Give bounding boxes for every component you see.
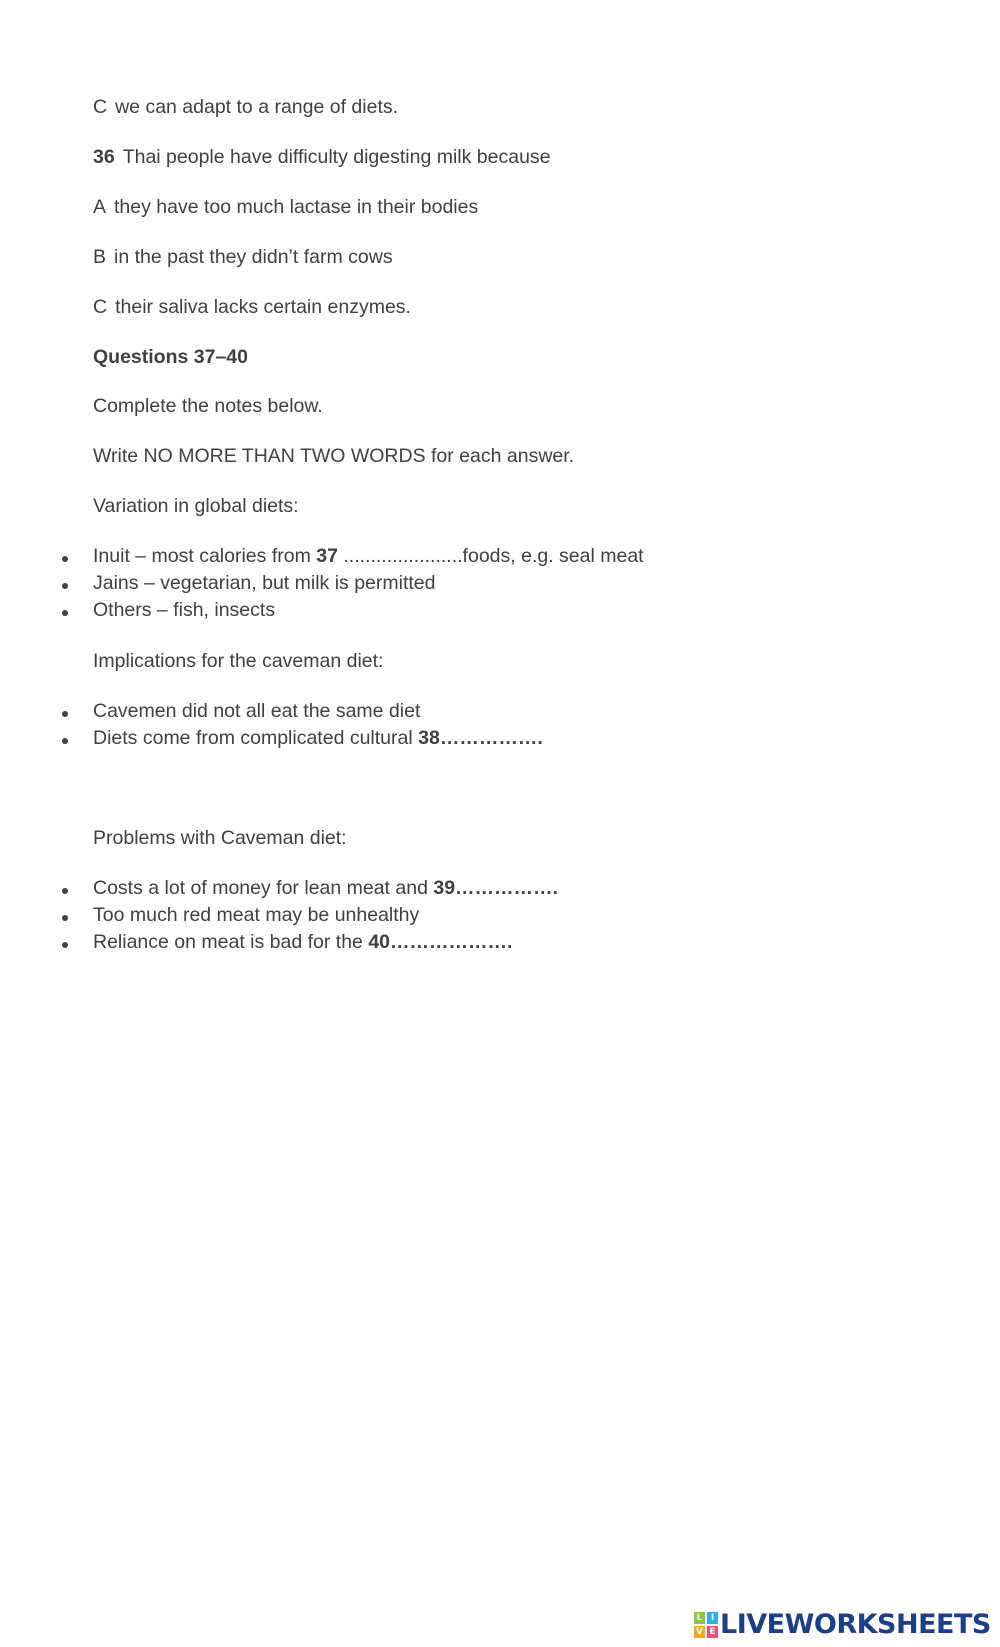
bullet [62,711,68,717]
note-text: Diets come from complicated cultural [93,727,419,749]
note-text: Inuit – most calories from [93,545,317,567]
logo-wordmark: LIVEWORKSHEETS [720,1609,991,1640]
question-text: Thai people have difficulty digesting milk because [122,146,551,168]
option-letter: C [93,96,108,118]
note-item-jains: Jains – vegetarian, but milk is permitted [93,572,436,594]
note-text: Reliance on meat is bad for the [93,931,369,953]
bullet [62,556,68,562]
bullet [62,610,68,616]
logo-block: E [707,1626,718,1638]
logo-block: L [694,1612,705,1624]
gap-number-40: 40………………. [368,931,513,953]
instruction-complete: Complete the notes below. [93,395,323,417]
q36-stem [93,145,551,169]
option-text: their saliva lacks certain enzymes. [115,296,411,318]
gap-number-39: 39……………. [433,877,558,899]
note-text-after-gap: ......................foods, e.g. seal meat [337,545,644,567]
logo-block: I [707,1612,718,1624]
gap-number-38: 38……………. [418,727,543,749]
option-text: we can adapt to a range of diets. [115,96,399,118]
note-item-cavemen: Cavemen did not all eat the same diet [93,700,421,722]
note-item-others: Others – fish, insects [93,599,276,621]
option-text: they have too much lactase in their bodies [114,196,479,218]
q35-option-c [93,95,398,119]
option-letter: C [93,296,108,318]
q36-option-c [93,295,411,319]
bullet [62,888,68,894]
global-diets-heading: Variation in global diets: [93,495,299,517]
note-item-inuit [93,544,644,568]
note-text: Costs a lot of money for lean meat and [93,877,434,899]
q36-option-a [93,195,478,219]
bullet [62,583,68,589]
option-text: in the past they didn’t farm cows [114,246,393,268]
logo-icon [694,1612,718,1638]
note-item-reliance [93,930,512,954]
option-letter: B [93,246,107,268]
q36-option-b [93,245,393,269]
liveworksheets-logo [694,1608,991,1642]
note-item-red-meat: Too much red meat may be unhealthy [93,904,420,926]
note-item-cost [93,876,558,900]
bullet [62,738,68,744]
note-item-cultural [93,726,543,750]
bullet [62,915,68,921]
section-heading: Questions 37–40 [93,346,248,368]
implications-heading: Implications for the caveman diet: [93,650,384,672]
question-number: 36 [93,146,115,168]
instruction-word-limit: Write NO MORE THAN TWO WORDS for each answer. [93,445,575,467]
logo-block: V [694,1626,705,1638]
problems-heading: Problems with Caveman diet: [93,827,347,849]
option-letter: A [93,196,107,218]
bullet [62,942,68,948]
gap-number-37: 37 [316,545,338,567]
